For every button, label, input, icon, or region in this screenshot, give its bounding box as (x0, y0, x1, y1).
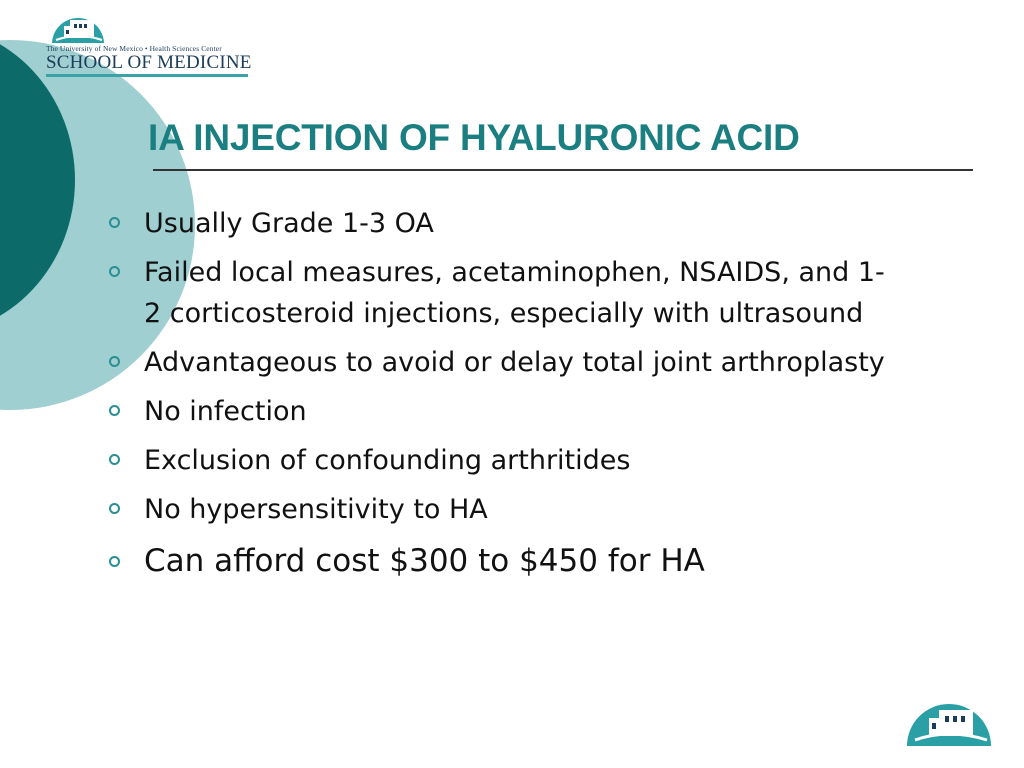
logo-rule (46, 74, 248, 77)
bullet-list (106, 203, 896, 592)
title-divider (153, 169, 973, 171)
bullet-text: Exclusion of confounding arthritides (144, 445, 631, 476)
ring-bullet-icon (109, 217, 120, 228)
ring-bullet-icon (109, 356, 120, 367)
bullet-item (106, 489, 896, 530)
bullet-item (106, 342, 896, 383)
ring-bullet-icon (109, 454, 120, 465)
bullet-text: Failed local measures, acetaminophen, NSAIDS, and 1-2 corticosteroid injections, especially with ultrasound (144, 257, 885, 329)
bullet-text: No hypersensitivity to HA (144, 494, 488, 525)
bullet-item (106, 252, 896, 334)
ring-bullet-icon (109, 503, 120, 514)
school-building-logo-icon (50, 6, 106, 46)
ring-bullet-icon (109, 266, 120, 277)
university-name: The University of New Mexico • Health Sciences Center (46, 44, 222, 53)
school-building-logo-icon (905, 690, 993, 748)
bullet-item (106, 391, 896, 432)
bullet-text: No infection (144, 396, 307, 427)
bullet-text: Advantageous to avoid or delay total joint arthroplasty (144, 347, 885, 378)
slide-title: IA INJECTION OF HYALURONIC ACID (148, 117, 800, 158)
school-logo (44, 4, 254, 78)
ring-bullet-icon (109, 556, 120, 567)
bullet-text: Can afford cost $300 to $450 for HA (144, 543, 705, 579)
bullet-item (106, 538, 896, 584)
bullet-text: Usually Grade 1-3 OA (144, 208, 434, 239)
school-name: SCHOOL OF MEDICINE (46, 52, 252, 73)
ring-bullet-icon (109, 405, 120, 416)
bullet-item (106, 203, 896, 244)
bullet-item (106, 440, 896, 481)
